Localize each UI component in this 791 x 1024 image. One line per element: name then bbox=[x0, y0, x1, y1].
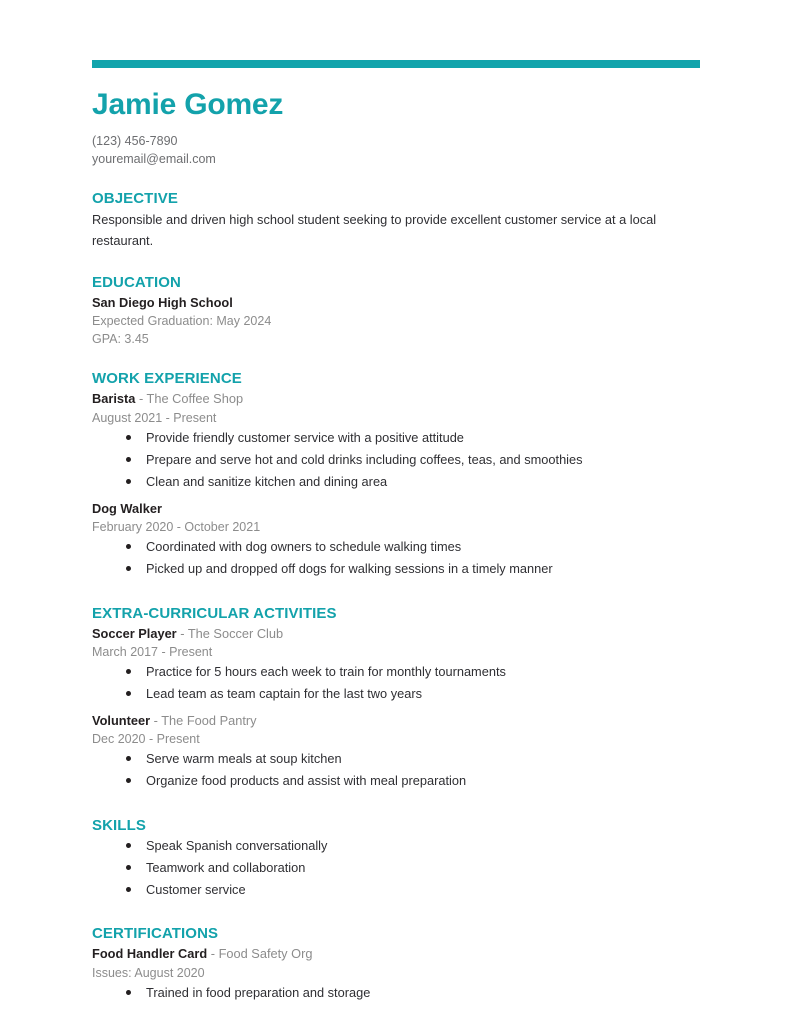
education-graduation: Expected Graduation: May 2024 bbox=[92, 314, 272, 329]
list-item bbox=[92, 560, 699, 582]
bullet-icon bbox=[126, 756, 131, 761]
work-entry-title-row bbox=[92, 390, 699, 409]
work-entry-title: Dog Walker bbox=[92, 500, 162, 516]
list-item-text: Serve warm meals at soup kitchen bbox=[146, 751, 342, 767]
certification-entry-dates: Issues: August 2020 bbox=[92, 965, 205, 980]
extracurricular-entry-dates: Dec 2020 - Present bbox=[92, 732, 200, 747]
extracurricular-entry-separator: - bbox=[153, 712, 158, 728]
education-gpa: GPA: 3.45 bbox=[92, 332, 149, 347]
section-skills bbox=[92, 817, 699, 903]
extracurricular-entry-title: Soccer Player bbox=[92, 625, 177, 641]
list-item-text: Clean and sanitize kitchen and dining area bbox=[146, 474, 388, 490]
list-item bbox=[92, 538, 699, 560]
extracurricular-entry-org: The Food Pantry bbox=[161, 712, 257, 728]
list-item-text: Organize food products and assist with meal preparation bbox=[146, 773, 467, 789]
objective-heading: OBJECTIVE bbox=[92, 190, 178, 208]
work-entry-bullets bbox=[92, 538, 699, 582]
bullet-icon bbox=[126, 843, 131, 848]
bullet-icon bbox=[126, 887, 131, 892]
bullet-icon bbox=[126, 544, 131, 549]
section-education bbox=[92, 274, 699, 349]
list-item bbox=[92, 663, 699, 685]
section-extracurricular bbox=[92, 605, 699, 795]
extracurricular-entry-title-row bbox=[92, 625, 699, 644]
work-entry-bullets bbox=[92, 429, 699, 495]
resume-header bbox=[92, 90, 699, 168]
education-entry bbox=[92, 294, 699, 349]
list-item-text: Prepare and serve hot and cold drinks including coffees, teas, and smoothies bbox=[146, 452, 583, 468]
list-item bbox=[92, 473, 699, 495]
bullet-icon bbox=[126, 435, 131, 440]
list-item bbox=[92, 859, 699, 881]
extracurricular-entry-separator: - bbox=[180, 625, 185, 641]
list-item bbox=[92, 750, 699, 772]
extracurricular-entry bbox=[92, 625, 699, 708]
extracurricular-entry-bullets bbox=[92, 663, 699, 707]
work-entry bbox=[92, 390, 699, 495]
extracurricular-entry-dates: March 2017 - Present bbox=[92, 645, 213, 660]
education-school: San Diego High School bbox=[92, 294, 233, 310]
list-item-text: Provide friendly customer service with a positive attitude bbox=[146, 430, 464, 446]
certification-entry-title: Food Handler Card bbox=[92, 946, 208, 962]
list-item-text: Trained in food preparation and storage bbox=[146, 984, 371, 1000]
bullet-icon bbox=[126, 669, 131, 674]
bullet-icon bbox=[126, 479, 131, 484]
bullet-icon bbox=[126, 566, 131, 571]
work-entry-title: Barista bbox=[92, 391, 136, 407]
list-item bbox=[92, 984, 699, 1006]
extracurricular-entry bbox=[92, 712, 699, 795]
bullet-icon bbox=[126, 457, 131, 462]
bullet-icon bbox=[126, 865, 131, 870]
work-entry-title-row bbox=[92, 500, 699, 519]
work-entry bbox=[92, 500, 699, 583]
work-entry-dates: August 2021 - Present bbox=[92, 411, 217, 426]
list-item bbox=[92, 881, 699, 903]
list-item-text: Practice for 5 hours each week to train for monthly tournaments bbox=[146, 664, 506, 680]
skills-heading: SKILLS bbox=[92, 816, 146, 834]
contact-phone: (123) 456-7890 bbox=[92, 134, 178, 148]
certification-entry bbox=[92, 945, 699, 1006]
list-item-text: Picked up and dropped off dogs for walking sessions in a timely manner bbox=[146, 561, 553, 577]
bullet-icon bbox=[126, 990, 131, 995]
section-certifications bbox=[92, 925, 699, 1006]
list-item bbox=[92, 837, 699, 859]
extracurricular-heading: EXTRA-CURRICULAR ACTIVITIES bbox=[92, 604, 337, 622]
candidate-name: Jamie Gomez bbox=[92, 88, 284, 121]
education-heading: EDUCATION bbox=[92, 273, 181, 291]
certification-entry-title-row bbox=[92, 945, 699, 964]
certification-entry-separator: - bbox=[210, 946, 216, 962]
list-item-text: Speak Spanish conversationally bbox=[146, 837, 328, 853]
contact-email: youremail@email.com bbox=[92, 152, 216, 167]
certification-entry-org: Food Safety Org bbox=[218, 946, 313, 962]
work-experience-heading: WORK EXPERIENCE bbox=[92, 370, 242, 388]
bullet-icon bbox=[126, 778, 131, 783]
list-item-text: Customer service bbox=[146, 881, 246, 897]
extracurricular-entry-bullets bbox=[92, 750, 699, 794]
objective-text: Responsible and driven high school student seeking to provide excellent customer service at a local restaurant. bbox=[92, 212, 657, 248]
work-entry-dates: February 2020 - October 2021 bbox=[92, 520, 261, 535]
work-entry-org: The Coffee Shop bbox=[146, 391, 244, 407]
list-item bbox=[92, 685, 699, 707]
list-item-text: Coordinated with dog owners to schedule walking times bbox=[146, 539, 462, 555]
certifications-heading: CERTIFICATIONS bbox=[92, 925, 219, 943]
list-item bbox=[92, 772, 699, 794]
section-objective bbox=[92, 190, 699, 251]
extracurricular-entry-title-row bbox=[92, 712, 699, 731]
certification-entry-bullets bbox=[92, 984, 699, 1006]
education-school-row bbox=[92, 294, 699, 313]
list-item-text: Teamwork and collaboration bbox=[146, 859, 306, 875]
skills-list bbox=[92, 837, 699, 903]
extracurricular-entry-org: The Soccer Club bbox=[187, 625, 284, 641]
bullet-icon bbox=[126, 691, 131, 696]
header-accent-bar bbox=[92, 60, 700, 68]
work-entry-separator: - bbox=[138, 391, 144, 407]
list-item bbox=[92, 451, 699, 473]
list-item bbox=[92, 429, 699, 451]
list-item-text: Lead team as team captain for the last two years bbox=[146, 686, 422, 702]
section-work-experience bbox=[92, 370, 699, 582]
extracurricular-entry-title: Volunteer bbox=[92, 712, 151, 728]
